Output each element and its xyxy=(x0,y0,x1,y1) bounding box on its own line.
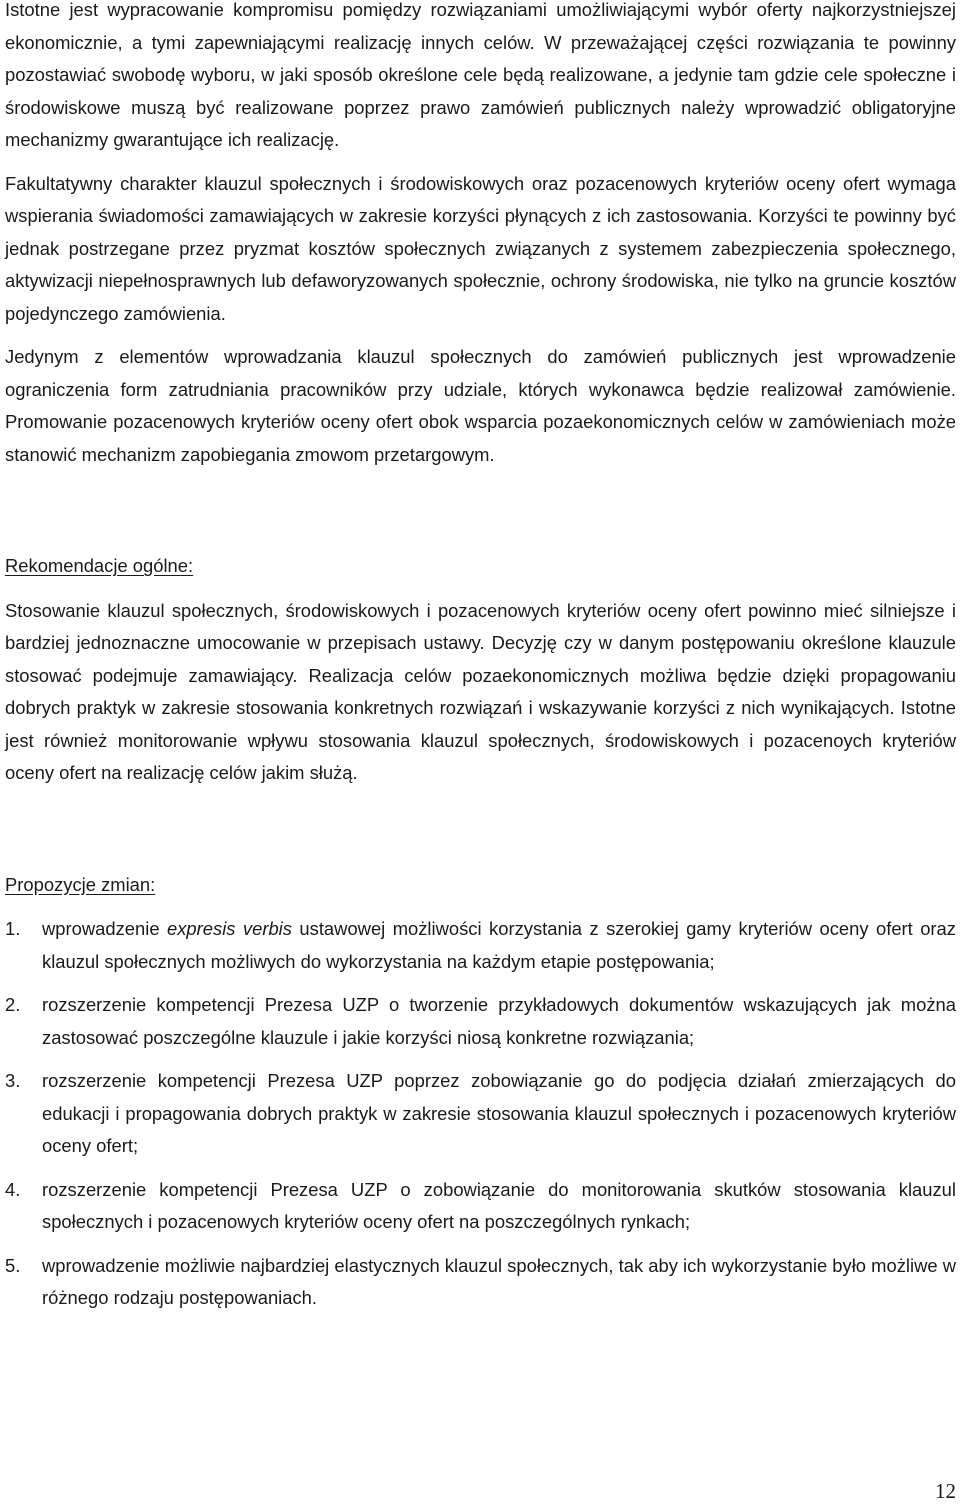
paragraph-optional-clauses: Fakultatywny charakter klauzul społecznych i środowiskowych oraz pozacenowych kryteriów oceny ofert wymaga wspierania świadomości zamawiających w zakresie korzyści płynących z ich zastosowania. Korzyści te powinny być jednak postrzegane przez pryzmat kosztów społecznych związanych z systemem zabezpieczenia społecznego, aktywizacji niepełnosprawnych lub defaworyzowanych społecznie, ochrony środowiska, nie tylko na gruncie kosztów pojedynczego zamówienia. xyxy=(5,172,956,324)
list-item-number: 4. xyxy=(5,1178,21,1200)
section-heading-proposals: Propozycje zmian: xyxy=(5,873,156,895)
list-item-text: rozszerzenie kompetencji Prezesa UZP o tworzenie przykładowych dokumentów wskazujących jak można zastosować poszczególne klauzule i jakie korzyści niosą konkretne rozwiązania; xyxy=(42,994,956,1048)
list-item xyxy=(5,1065,956,1163)
list-item-text xyxy=(42,913,956,978)
list-item-number: 5. xyxy=(5,1254,21,1276)
proposals-list xyxy=(5,913,956,1315)
page-number: 12 xyxy=(935,1479,956,1503)
list-item xyxy=(5,1250,956,1315)
list-item-text-after: ustawowej możliwości korzystania z szerokiej gamy kryteriów oceny ofert oraz klauzul społecznych możliwych do wykorzystania na każdym etapie postępowania; xyxy=(42,918,956,972)
list-item xyxy=(5,989,956,1054)
list-item-number: 3. xyxy=(5,1070,21,1091)
list-item-number: 1. xyxy=(5,918,21,939)
list-item xyxy=(5,913,956,978)
list-item-number: 2. xyxy=(5,994,21,1015)
document-page xyxy=(5,0,956,1326)
paragraph-compromise: Istotne jest wypracowanie kompromisu pomiędzy rozwiązaniami umożliwiającymi wybór oferty najkorzystniejszej ekonomicznie, a tymi zapewniającymi realizację innych celów. W przeważającej części rozwiązania te powinny pozostawiać swobodę wyboru, w jaki sposób określone cele będą realizowane, a jedynie tam gdzie cele społeczne i środowiskowe muszą być realizowane poprzez prawo zamówień publicznych należy wprowadzić obligatoryjne mechanizmy gwarantujące ich realizację. xyxy=(5,0,956,150)
paragraph-employment-forms: Jedynym z elementów wprowadzania klauzul społecznych do zamówień publicznych jest wprowadzenie ograniczenia form zatrudniania pracowników przy udziale, których wykonawca będzie realizował zamówienie. Promowanie pozacenowych kryteriów oceny ofert obok wsparcia pozaekonomicznych celów w zamówieniach może stanowić mechanizm zapobiegania zmowom przetargowym. xyxy=(5,346,956,465)
list-item-text: rozszerzenie kompetencji Prezesa UZP poprzez zobowiązanie go do podjęcia działań zmierzających do edukacji i propagowania dobrych praktyk w zakresie stosowania klauzul społecznych i pozacenowych kryteriów oceny ofert; xyxy=(42,1070,956,1156)
list-item xyxy=(5,1174,956,1239)
list-item-text: wprowadzenie możliwie najbardziej elastycznych klauzul społecznych, tak aby ich wykorzystanie było możliwe w różnego rodzaju postępowaniach. xyxy=(42,1254,956,1308)
list-item-text-before: wprowadzenie xyxy=(42,918,167,939)
list-item-text: rozszerzenie kompetencji Prezesa UZP o zobowiązanie do monitorowania skutków stosowania klauzul społecznych i pozacenowych kryteriów oceny ofert na poszczególnych rynkach; xyxy=(42,1178,956,1232)
paragraph-recommendations: Stosowanie klauzul społecznych, środowiskowych i pozacenowych kryteriów oceny ofert powinno mieć silniejsze i bardziej jednoznaczne umocowanie w przepisach ustawy. Decyzję czy w danym postępowaniu określone klauzule stosować podejmuje zamawiający. Realizacja celów pozaekonomicznych możliwa będzie dzięki propagowaniu dobrych praktyk w zakresie stosowania konkretnych rozwiązań i wskazywanie korzyści z nich wynikających. Istotne jest również monitorowanie wpływu stosowania klauzul społecznych, środowiskowych i pozacenoych kryteriów oceny ofert na realizację celów jakim służą. xyxy=(5,599,956,783)
section-heading-recommendations: Rekomendacje ogólne: xyxy=(5,555,194,576)
list-item-emphasis: expresis verbis xyxy=(167,918,292,939)
